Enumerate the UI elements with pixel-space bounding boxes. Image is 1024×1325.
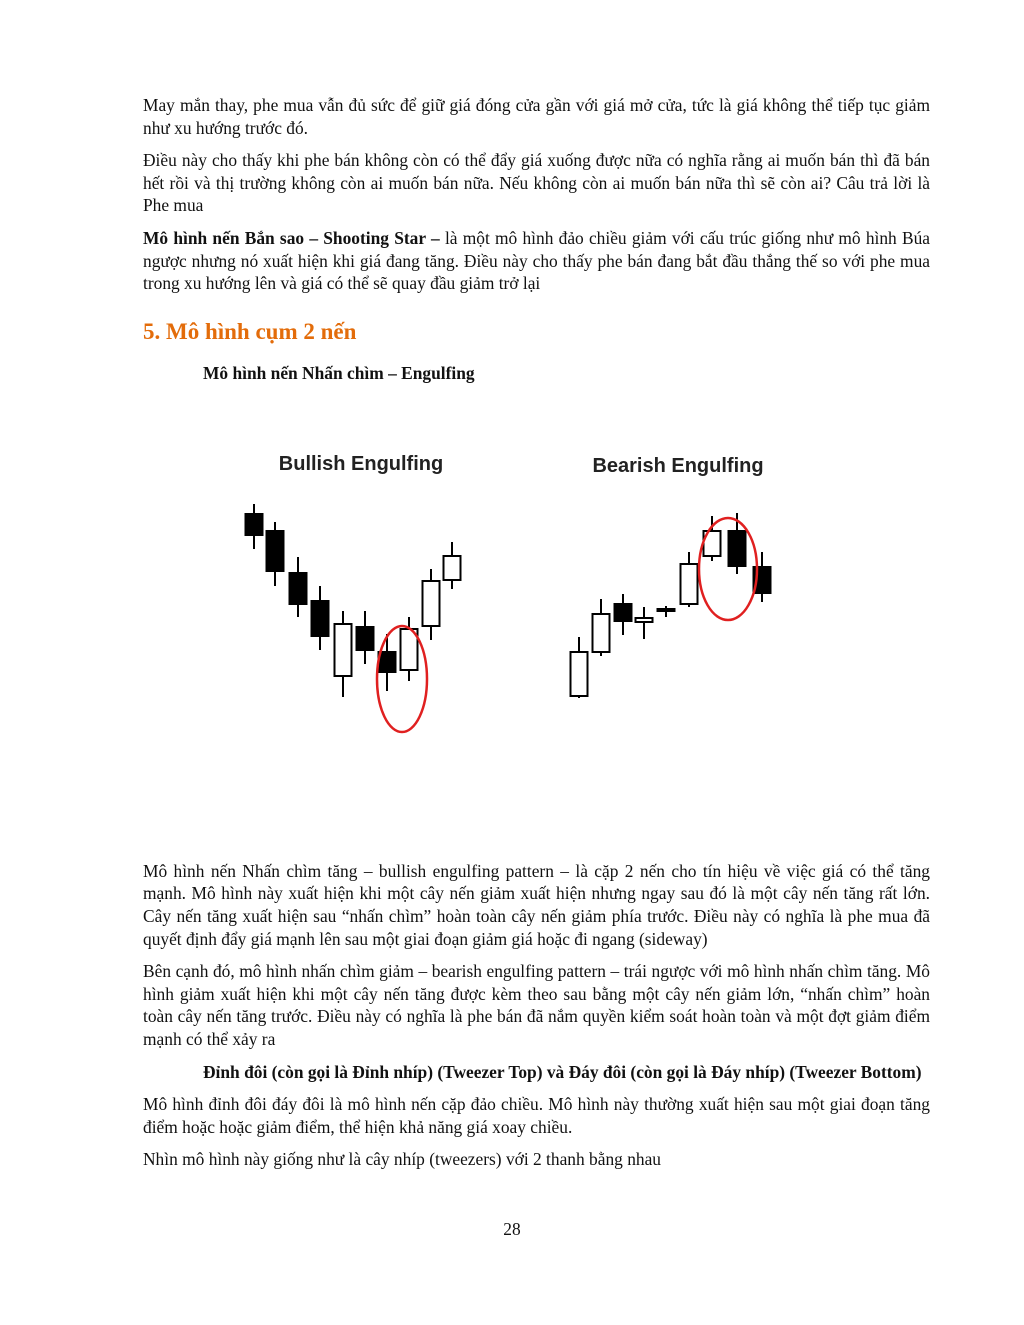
shooting-star-paragraph: [143, 227, 930, 295]
candlestick-illustration: [143, 414, 930, 824]
shooting-star-term: Mô hình nến Bắn sao – Shooting Star –: [143, 227, 440, 248]
page-content: [143, 94, 930, 1181]
bearish-candle-body: [593, 614, 610, 652]
bearish-candles: [571, 513, 771, 698]
bearish-engulfing-title: Bearish Engulfing: [592, 454, 764, 477]
paragraph: Mô hình đỉnh đôi đáy đôi là mô hình nến cặp đảo chiều. Mô hình này thường xuất hiện sau một giai đoạn tăng điểm hoặc hoặc giảm điểm, thể hiện khả năng giá xoay chiều.: [143, 1094, 930, 1137]
bullish-engulfing-title: Bullish Engulfing: [278, 452, 444, 475]
bullish-candle-body: [379, 652, 396, 672]
paragraph: Nhìn mô hình này giống như là cây nhíp (tweezers) với 2 thanh bằng nhau: [143, 1149, 661, 1170]
bullish-candle-body: [290, 573, 307, 604]
subheading: Mô hình nến Nhấn chìm – Engulfing: [203, 362, 475, 383]
bearish-candle-body: [615, 604, 632, 621]
bullish-candles: [246, 504, 461, 697]
page-number: 28: [503, 1219, 521, 1239]
bullish-candle-body: [335, 624, 352, 676]
paragraph: Điều này cho thấy khi phe bán không còn có thể đẩy giá xuống được nữa có nghĩa rằng ai muốn bán thì đã bán hết rồi và thị trường không còn ai muốn bán nữa. Nếu không còn ai muốn bán nữa thì sẽ còn ai? Câu trả lời là Phe mua: [143, 150, 930, 216]
tweezer-heading: Đỉnh đôi (còn gọi là Đỉnh nhíp) (Tweezer Top) và Đáy đôi (còn gọi là Đáy nhíp) (Tweezer Bottom): [203, 1061, 922, 1082]
bullish-candle-body: [267, 531, 284, 571]
engulfing-figure: [143, 414, 930, 824]
paragraph: Bên cạnh đó, mô hình nhấn chìm giảm – bearish engulfing pattern – trái ngược với mô hình nhấn chìm tăng. Mô hình giảm xuất hiện khi một cây nến tăng được kèm theo sau bằng một cây nến giảm lớn, “nhấn chìm” hoàn toàn cây nến tăng trước. Điều này có nghĩa là phe bán đã nắm quyền kiểm soát hoàn toàn và một đợt giảm điểm mạnh có thể xảy ra: [143, 961, 930, 1049]
paragraph: Mô hình nến Nhấn chìm tăng – bullish engulfing pattern – là cặp 2 nến cho tín hiệu về việc giá có thể tăng mạnh. Mô hình này xuất hiện khi một cây nến giảm xuất hiện nhưng ngay sau đó là một cây nến tăng rất lớn. Cây nến tăng xuất hiện sau “nhấn chìm” hoàn toàn cây nến giảm phía trước. Điều này có nghĩa là phe mua đã quyết định đẩy giá mạnh lên sau một giai đoạn giảm giá hoặc đi ngang (sideway): [143, 860, 930, 949]
shooting-star-text: là một mô hình đảo chiều giảm với cấu trúc giống như mô hình Búa ngược nhưng nó xuất hiện khi giá đang tăng. Điều này cho thấy phe bán đang bắt đầu thắng thế so với phe mua trong xu hướng lên và giá có thể sẽ quay đầu giảm trở lại: [143, 227, 930, 294]
paragraph: May mắn thay, phe mua vẫn đủ sức để giữ giá đóng cửa gần với giá mở cửa, tức là giá không thể tiếp tục giảm như xu hướng trước đó.: [143, 95, 930, 138]
bearish-candle-body: [571, 652, 588, 696]
bearish-candle-body: [636, 618, 653, 622]
bullish-candle-body: [312, 601, 329, 636]
bullish-candle-body: [246, 514, 263, 535]
bearish-candle-body: [681, 564, 698, 604]
section-heading: 5. Mô hình cụm 2 nến: [143, 318, 357, 344]
bearish-candle-body: [729, 531, 746, 566]
bearish-candle-body: [658, 609, 675, 611]
bullish-candle-body: [357, 627, 374, 650]
bullish-candle-body: [423, 581, 440, 626]
bullish-candle-body: [444, 556, 461, 580]
